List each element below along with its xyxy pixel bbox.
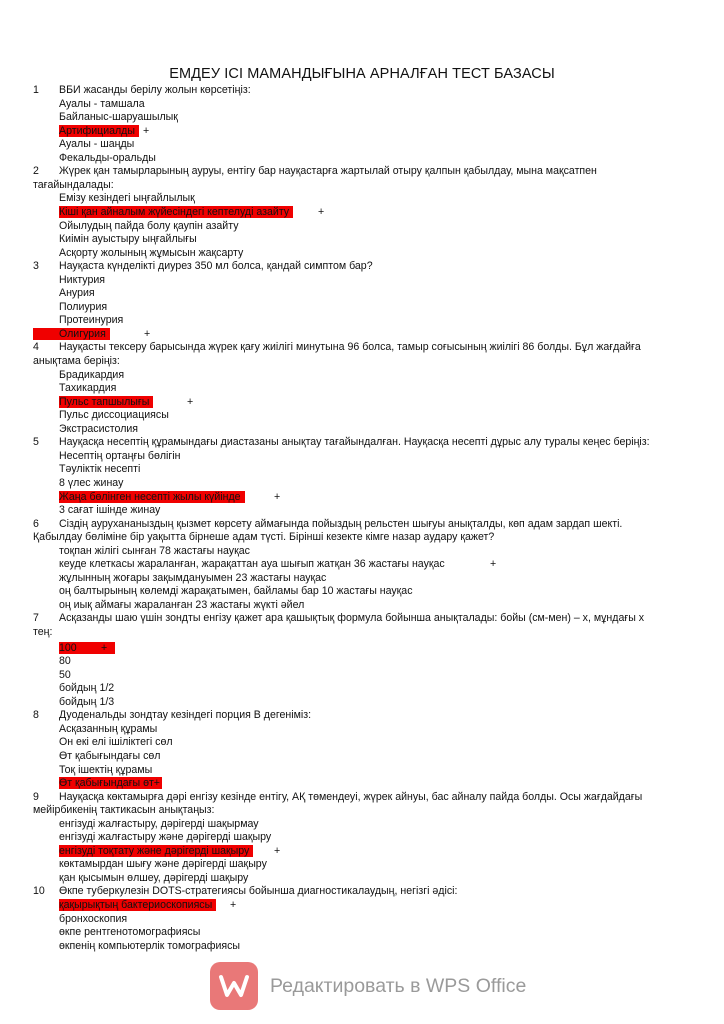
answer-text: Тәуліктік несепті — [59, 463, 141, 476]
question-text: Науқасқа несептің құрамындағы диастазаны анықтау тағайындалған. Науқасқа несепті дұрыс алу туралы кеңес беріңіз: — [59, 436, 650, 449]
answer-option — [59, 750, 160, 763]
correct-answer — [59, 845, 253, 858]
question-number: 1 — [33, 84, 39, 96]
question-text: Сіздің аурухананыздың қызмет көрсету аймағында пойыздың рельстен шығуы анықталды, көп адам зардап шекті. — [59, 517, 623, 530]
question-text: Науқасты тексеру барысында жүрек қағу жиілігі минутына 96 болса, тамыр соғысының жиілігі 86 болды. Бұл жағдайға — [59, 341, 641, 354]
correct-mark: + — [490, 558, 497, 571]
answer-text: Асқазанның құрамы — [59, 722, 158, 735]
answer-option — [59, 682, 114, 695]
answer-text: Полиурия — [59, 300, 108, 313]
answer-option — [59, 572, 326, 585]
answer-option — [59, 98, 145, 111]
correct-answer — [59, 899, 216, 912]
answer-option — [59, 247, 243, 260]
answer-option — [59, 369, 124, 382]
answer-option — [59, 409, 169, 422]
correct-mark: + — [274, 844, 281, 857]
answer-text: Киімін ауыстыру ыңғайлығы — [59, 233, 197, 246]
correct-answer — [59, 396, 153, 409]
answer-option — [59, 423, 138, 436]
answer-option — [59, 599, 304, 612]
correct-mark: + — [101, 641, 108, 654]
answer-option — [59, 504, 160, 517]
question-line: Қабылдау бөліміне бір уақытта бірнеше адам түсті. Бірінші кезекте кімге назар аудару қажет? — [33, 531, 495, 544]
answer-option — [59, 558, 445, 571]
question-number: 7 — [33, 612, 39, 625]
answer-text: Брадикардия — [59, 368, 125, 381]
question-line: тағайындалады: — [33, 178, 114, 191]
answer-text: Тахикардия — [59, 382, 117, 395]
answer-text: оң балтырының көлемді жарақатымен, байламы бар 10 жастағы науқас — [59, 585, 413, 598]
answer-text: көктамырдан шығу және дәрігерді шақыру — [59, 858, 267, 871]
answer-text: Ойылудың пайда болу қаупін азайту — [59, 219, 239, 232]
answer-option — [59, 764, 152, 777]
answer-text: Асқорту жолының жұмысын жақсарту — [59, 246, 244, 259]
answer-option — [59, 463, 140, 476]
question-line: анықтама беріңіз: — [33, 355, 120, 367]
wps-watermark[interactable] — [210, 962, 526, 1010]
answer-option — [59, 111, 178, 124]
answer-text: Олигурия — [33, 328, 110, 340]
question-text: Жүрек қан тамырларының ауруы, ентігу бар науқастарға жартылай отыру қалпын қабылдау, мына мақсатпен — [59, 165, 597, 178]
answer-text: Кіші қан айналым жүйесіндегі кептелуді азайту — [59, 206, 293, 218]
answer-option — [59, 696, 114, 709]
answer-text: Пульс диссоциациясы — [59, 409, 169, 422]
answer-option — [59, 723, 157, 736]
question-number: 3 — [33, 260, 39, 273]
answer-text: тоқпан жілігі сынған 78 жастағы науқас — [59, 544, 250, 557]
answer-option — [59, 545, 250, 558]
answer-text: Артифициалды — [59, 125, 139, 137]
answer-option — [59, 831, 271, 844]
answer-option — [59, 301, 107, 314]
answer-text: бойдың 1/2 — [59, 682, 115, 695]
answer-option — [59, 872, 248, 885]
question-number: 4 — [33, 341, 39, 354]
question-line: тең: — [33, 626, 53, 638]
answer-text: өкпе рентгенотомографиясы — [59, 926, 201, 939]
correct-mark: + — [230, 899, 237, 911]
answer-text: жұлынның жоғары зақымдануымен 23 жастағы науқас — [59, 571, 327, 584]
answer-text: бойдың 1/3 — [59, 695, 115, 708]
answer-option — [59, 940, 240, 953]
answer-option — [59, 818, 259, 831]
question-number: 8 — [33, 709, 39, 722]
answer-text: қан қысымын өлшеу, дәрігерді шақыру — [59, 871, 249, 884]
correct-mark: + — [318, 205, 325, 218]
correct-answer — [59, 206, 293, 219]
answer-text: Емізу кезіндегі ыңғайлылық — [59, 192, 195, 205]
question-number: 10 — [33, 885, 45, 898]
answer-text: Жаңа бөлінген несепті жылы күйінде — [59, 491, 245, 503]
answer-option — [59, 274, 105, 287]
correct-answer — [59, 125, 139, 138]
answer-text: 100 — [59, 642, 115, 654]
answer-option — [59, 233, 197, 246]
question-text: Дуоденальды зондтау кезіндегі порция В дегеніміз: — [59, 709, 312, 722]
answer-text: Пульс тапшылығы — [59, 396, 153, 408]
answer-text: Протеинурия — [59, 314, 124, 327]
correct-mark: + — [143, 124, 150, 137]
answer-text: Он екі елі ішіліктегі сөл — [59, 736, 173, 749]
answer-text: Байланыс-шаруашылық — [59, 111, 178, 124]
answer-option — [59, 220, 239, 233]
answer-text: Ауалы - шаңды — [59, 138, 135, 151]
answer-option — [59, 585, 413, 598]
question-number: 5 — [33, 436, 39, 449]
page-title: ЕМДЕУ ІСІ МАМАНДЫҒЫНА АРНАЛҒАН ТЕСТ БАЗАСЫ — [169, 66, 555, 82]
wps-logo-icon — [210, 962, 258, 1010]
answer-option — [59, 382, 116, 395]
question-text: Асқазанды шаю үшін зондты енгізу қажет ара қашықтық формула бойынша анықталады: бойы (см-мен) – х, мұндағы х — [59, 612, 645, 625]
answer-option — [59, 913, 127, 926]
answer-text: енгізуді жалғастыру және дәрігерді шақыру — [59, 831, 272, 844]
answer-text: Өт қабығындағы өт+ — [59, 777, 160, 790]
answer-option — [59, 736, 173, 749]
answer-option — [59, 858, 267, 871]
answer-text: 50 — [59, 668, 71, 681]
question-text: Науқасқа көктамырға дәрі енгізу кезінде ентігу, АҚ төмендеуі, жүрек айнуы, бас айналу пайда болды. Осы жағдайдағы — [59, 790, 643, 803]
correct-mark: + — [144, 327, 151, 340]
answer-text: Тоқ ішектің құрамы — [59, 763, 153, 776]
question-line: мейірбикенің тактикасын анықтаңыз: — [33, 804, 215, 817]
answer-text: қақырықтың бактериоскопиясы — [59, 899, 216, 911]
answer-option — [59, 314, 123, 327]
answer-text: 8 үлес жинау — [59, 476, 124, 489]
answer-option — [59, 477, 123, 490]
wps-watermark-text: Редактировать в WPS Office — [270, 974, 527, 997]
correct-answer — [59, 777, 162, 790]
question-number: 2 — [33, 165, 39, 178]
answer-text: Фекальды-оральды — [59, 151, 156, 164]
answer-text: енгізуді тоқтату және дәрігерді шақыру — [59, 845, 253, 857]
answer-option — [59, 287, 95, 300]
answer-option — [59, 655, 71, 668]
answer-text: өкпенің компьютерлік томографиясы — [59, 939, 241, 952]
correct-answer — [59, 491, 245, 504]
question-text: Өкпе туберкулезін DOTS-стратегиясы бойынша диагностикалаудың, негізгі әдісі: — [59, 885, 458, 898]
answer-option — [59, 669, 71, 682]
answer-option — [59, 152, 156, 165]
answer-option — [59, 138, 134, 151]
answer-text: Никтурия — [59, 273, 106, 286]
answer-option — [59, 192, 195, 205]
answer-text: Анурия — [59, 287, 95, 300]
question-number: 9 — [33, 790, 39, 803]
answer-text: Өт қабығындағы сөл — [59, 749, 161, 762]
answer-text: Экстрасистолия — [59, 422, 139, 435]
correct-mark: + — [187, 395, 194, 408]
answer-text: Несептің ортаңғы бөлігін — [59, 449, 181, 462]
answer-text: оң иық аймағы жараланған 23 жастағы жүкті әйел — [59, 598, 305, 611]
answer-text: енгізуді жалғастыру, дәрігерді шақырмау — [59, 817, 259, 830]
answer-option — [59, 926, 200, 939]
question-text: ВБИ жасанды берілу жолын көрсетіңіз: — [59, 84, 251, 96]
answer-text: 80 — [59, 655, 71, 668]
answer-option — [59, 450, 180, 463]
question-number: 6 — [33, 517, 39, 530]
question-text: Науқаста күнделікті диурез 350 мл болса, қандай симптом бар? — [59, 260, 373, 273]
correct-answer — [33, 328, 110, 341]
correct-mark: + — [274, 490, 281, 503]
answer-text: Ауалы - тамшала — [59, 97, 145, 110]
answer-text: 3 сағат ішінде жинау — [59, 504, 161, 517]
answer-text: бронхоскопия — [59, 912, 128, 925]
answer-text: кеуде клеткасы жараланған, жарақаттан ауа шығып жатқан 36 жастағы науқас — [59, 558, 445, 571]
